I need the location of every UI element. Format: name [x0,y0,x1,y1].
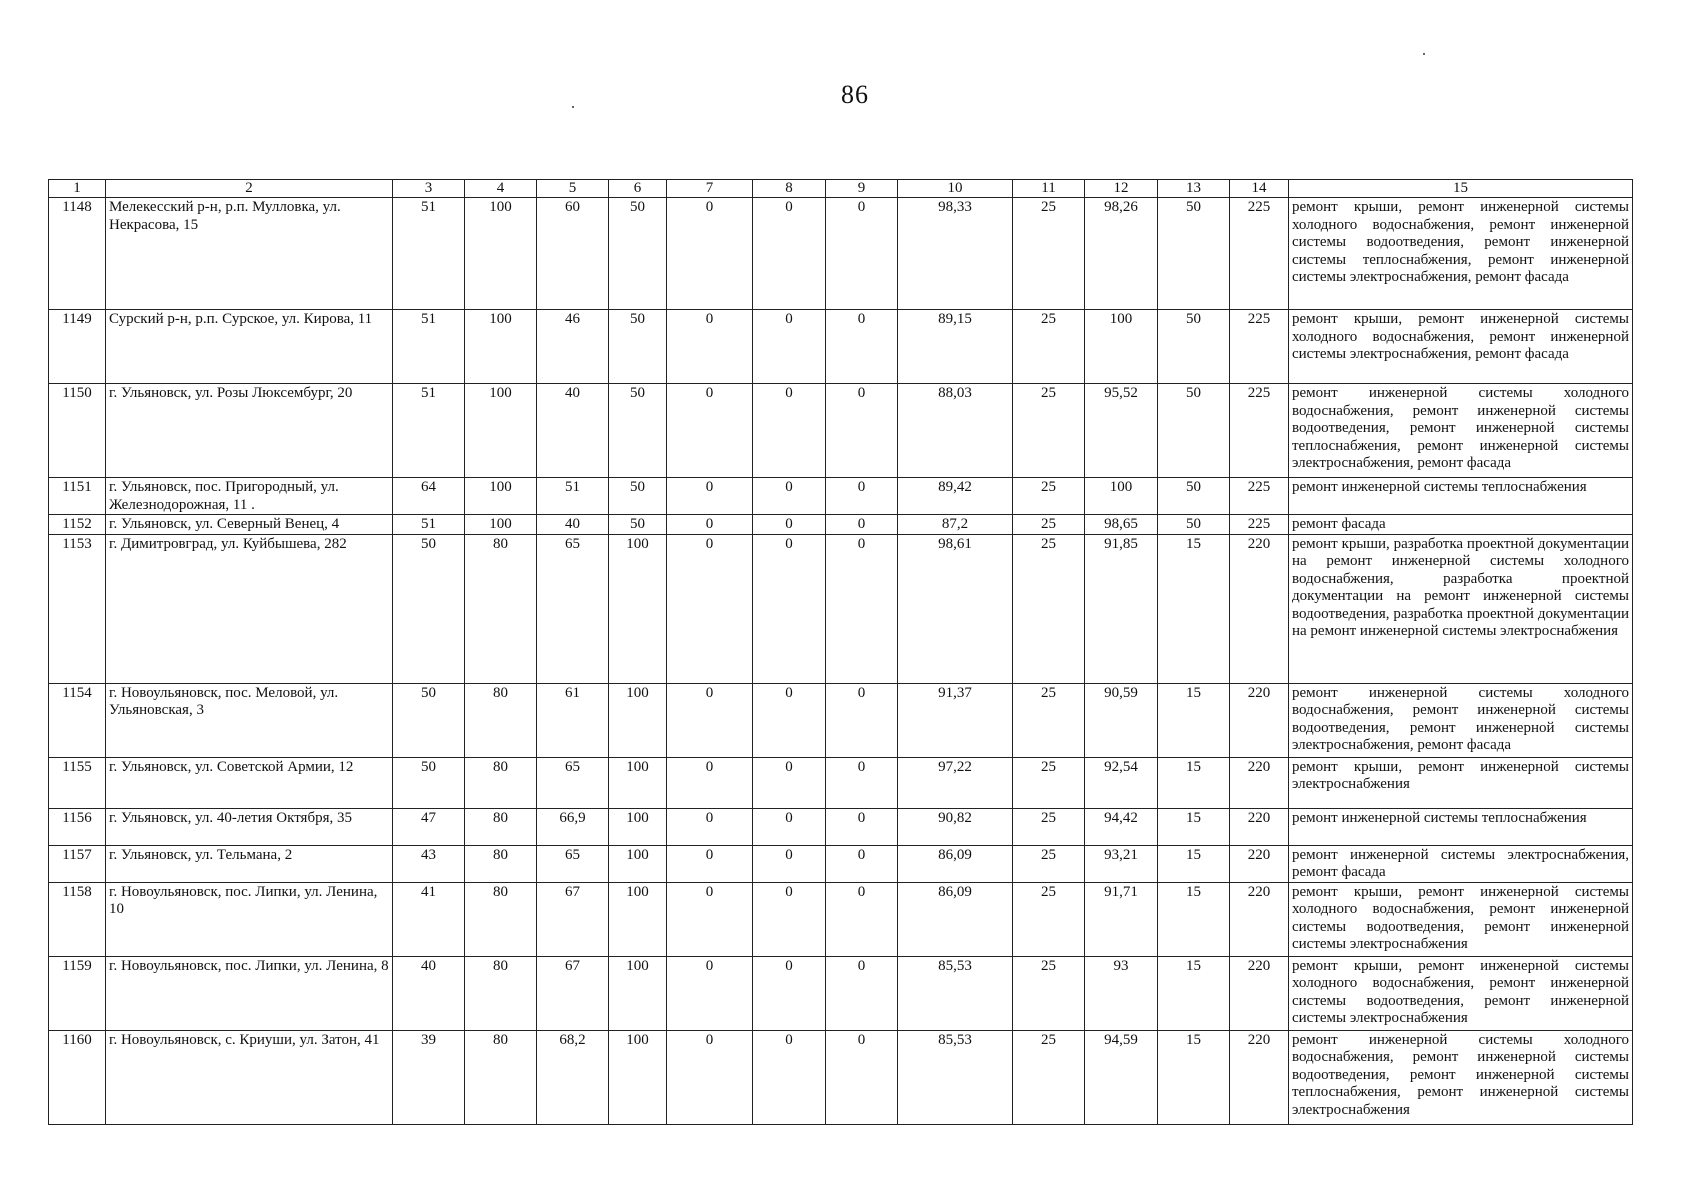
value-cell-c9: 0 [826,310,898,384]
row-number-cell: 1148 [49,198,106,310]
value-cell-c8: 0 [753,310,826,384]
value-cell-c5: 46 [537,310,609,384]
value-cell-c12: 100 [1085,478,1158,515]
value-cell-c14: 220 [1230,1030,1289,1124]
value-cell-c4: 80 [465,534,537,683]
value-cell-c13: 50 [1158,310,1230,384]
value-cell-c13: 50 [1158,478,1230,515]
value-cell-c5: 60 [537,198,609,310]
scan-speck [572,106,574,108]
works-description-cell: ремонт инженерной системы холодного водоснабжения, ремонт инженерной системы водоотведения, ремонт инженерной системы теплоснабжения, ремонт инженерной системы электроснабжения, ремонт фасада [1289,384,1633,478]
value-cell-c10: 91,37 [898,683,1013,757]
value-cell-c10: 89,15 [898,310,1013,384]
value-cell-c11: 25 [1013,683,1085,757]
value-cell-c9: 0 [826,384,898,478]
works-description-cell: ремонт крыши, ремонт инженерной системы холодного водоснабжения, ремонт инженерной системы электроснабжения, ремонт фасада [1289,310,1633,384]
value-cell-c10: 88,03 [898,384,1013,478]
value-cell-c9: 0 [826,198,898,310]
value-cell-c9: 0 [826,683,898,757]
value-cell-c7: 0 [667,478,753,515]
address-cell: г. Ульяновск, ул. Тельмана, 2 [106,845,393,882]
column-header: 9 [826,180,898,198]
column-header: 4 [465,180,537,198]
value-cell-c11: 25 [1013,757,1085,808]
column-header: 7 [667,180,753,198]
value-cell-c14: 225 [1230,384,1289,478]
value-cell-c7: 0 [667,882,753,956]
value-cell-c14: 225 [1230,198,1289,310]
address-cell: г. Новоульяновск, пос. Липки, ул. Ленина, 10 [106,882,393,956]
row-number-cell: 1159 [49,956,106,1030]
row-number-cell: 1160 [49,1030,106,1124]
value-cell-c11: 25 [1013,310,1085,384]
value-cell-c9: 0 [826,956,898,1030]
value-cell-c5: 51 [537,478,609,515]
value-cell-c11: 25 [1013,956,1085,1030]
value-cell-c7: 0 [667,1030,753,1124]
value-cell-c8: 0 [753,534,826,683]
value-cell-c12: 93 [1085,956,1158,1030]
value-cell-c12: 90,59 [1085,683,1158,757]
works-description-cell: ремонт инженерной системы теплоснабжения [1289,478,1633,515]
value-cell-c8: 0 [753,515,826,535]
value-cell-c7: 0 [667,515,753,535]
value-cell-c4: 80 [465,1030,537,1124]
value-cell-c8: 0 [753,683,826,757]
value-cell-c10: 98,33 [898,198,1013,310]
table-row [49,310,1633,384]
value-cell-c6: 100 [609,956,667,1030]
value-cell-c6: 100 [609,534,667,683]
address-cell: Мелекесский р-н, р.п. Мулловка, ул. Некрасова, 15 [106,198,393,310]
table-row [49,757,1633,808]
value-cell-c10: 86,09 [898,882,1013,956]
row-number-cell: 1155 [49,757,106,808]
value-cell-c9: 0 [826,515,898,535]
value-cell-c5: 66,9 [537,808,609,845]
value-cell-c4: 100 [465,310,537,384]
value-cell-c8: 0 [753,808,826,845]
value-cell-c12: 98,65 [1085,515,1158,535]
value-cell-c5: 67 [537,882,609,956]
value-cell-c13: 15 [1158,1030,1230,1124]
value-cell-c5: 61 [537,683,609,757]
value-cell-c3: 43 [393,845,465,882]
address-cell: г. Ульяновск, ул. Розы Люксембург, 20 [106,384,393,478]
value-cell-c3: 50 [393,683,465,757]
value-cell-c4: 80 [465,882,537,956]
value-cell-c9: 0 [826,808,898,845]
value-cell-c5: 40 [537,515,609,535]
value-cell-c8: 0 [753,198,826,310]
value-cell-c5: 65 [537,845,609,882]
value-cell-c12: 92,54 [1085,757,1158,808]
value-cell-c7: 0 [667,808,753,845]
value-cell-c3: 39 [393,1030,465,1124]
value-cell-c5: 68,2 [537,1030,609,1124]
row-number-cell: 1151 [49,478,106,515]
address-cell: г. Новоульяновск, пос. Липки, ул. Ленина, 8 [106,956,393,1030]
value-cell-c9: 0 [826,1030,898,1124]
value-cell-c6: 100 [609,882,667,956]
value-cell-c13: 15 [1158,808,1230,845]
value-cell-c3: 40 [393,956,465,1030]
value-cell-c12: 98,26 [1085,198,1158,310]
value-cell-c9: 0 [826,534,898,683]
address-cell: г. Ульяновск, ул. 40-летия Октября, 35 [106,808,393,845]
value-cell-c5: 67 [537,956,609,1030]
value-cell-c14: 220 [1230,757,1289,808]
value-cell-c13: 15 [1158,882,1230,956]
value-cell-c9: 0 [826,882,898,956]
value-cell-c10: 89,42 [898,478,1013,515]
works-description-cell: ремонт инженерной системы электроснабжения, ремонт фасада [1289,845,1633,882]
value-cell-c4: 80 [465,757,537,808]
value-cell-c7: 0 [667,310,753,384]
row-number-cell: 1157 [49,845,106,882]
address-cell: г. Новоульяновск, пос. Меловой, ул. Ульяновская, 3 [106,683,393,757]
value-cell-c3: 50 [393,757,465,808]
column-header: 13 [1158,180,1230,198]
column-header: 12 [1085,180,1158,198]
value-cell-c11: 25 [1013,808,1085,845]
table-row [49,808,1633,845]
works-description-cell: ремонт крыши, ремонт инженерной системы холодного водоснабжения, ремонт инженерной системы водоотведения, ремонт инженерной системы электроснабжения [1289,956,1633,1030]
value-cell-c6: 50 [609,478,667,515]
value-cell-c4: 80 [465,845,537,882]
value-cell-c10: 85,53 [898,1030,1013,1124]
value-cell-c8: 0 [753,956,826,1030]
table-row [49,515,1633,535]
value-cell-c7: 0 [667,534,753,683]
value-cell-c13: 15 [1158,757,1230,808]
table-row [49,683,1633,757]
row-number-cell: 1149 [49,310,106,384]
value-cell-c8: 0 [753,757,826,808]
value-cell-c10: 97,22 [898,757,1013,808]
value-cell-c10: 90,82 [898,808,1013,845]
value-cell-c10: 86,09 [898,845,1013,882]
value-cell-c14: 225 [1230,515,1289,535]
value-cell-c8: 0 [753,384,826,478]
value-cell-c5: 40 [537,384,609,478]
works-description-cell: ремонт крыши, ремонт инженерной системы холодного водоснабжения, ремонт инженерной системы водоотведения, ремонт инженерной системы электроснабжения [1289,882,1633,956]
value-cell-c8: 0 [753,882,826,956]
works-description-cell: ремонт крыши, ремонт инженерной системы электроснабжения [1289,757,1633,808]
column-header: 14 [1230,180,1289,198]
value-cell-c6: 100 [609,845,667,882]
page-number: 86 [841,80,869,109]
table-row [49,198,1633,310]
table-row [49,882,1633,956]
row-number-cell: 1156 [49,808,106,845]
value-cell-c13: 50 [1158,515,1230,535]
table-row [49,534,1633,683]
value-cell-c6: 100 [609,683,667,757]
column-header: 1 [49,180,106,198]
value-cell-c7: 0 [667,757,753,808]
value-cell-c13: 15 [1158,956,1230,1030]
column-header: 2 [106,180,393,198]
value-cell-c3: 51 [393,384,465,478]
value-cell-c12: 91,85 [1085,534,1158,683]
value-cell-c6: 100 [609,757,667,808]
value-cell-c6: 100 [609,808,667,845]
value-cell-c3: 41 [393,882,465,956]
value-cell-c6: 50 [609,384,667,478]
column-header: 3 [393,180,465,198]
value-cell-c12: 94,42 [1085,808,1158,845]
row-number-cell: 1154 [49,683,106,757]
scan-speck [1423,53,1425,55]
column-header: 8 [753,180,826,198]
value-cell-c7: 0 [667,845,753,882]
column-header: 11 [1013,180,1085,198]
value-cell-c8: 0 [753,1030,826,1124]
works-description-cell: ремонт крыши, разработка проектной документации на ремонт инженерной системы холодного водоснабжения, разработка проектной документации на ремонт инженерной системы водоотведения, разработка проектной документации на ремонт инженерной системы электроснабжения [1289,534,1633,683]
row-number-cell: 1152 [49,515,106,535]
row-number-cell: 1158 [49,882,106,956]
value-cell-c5: 65 [537,757,609,808]
value-cell-c14: 225 [1230,478,1289,515]
value-cell-c3: 50 [393,534,465,683]
value-cell-c5: 65 [537,534,609,683]
column-header: 6 [609,180,667,198]
value-cell-c7: 0 [667,198,753,310]
value-cell-c14: 220 [1230,882,1289,956]
works-description-cell: ремонт инженерной системы холодного водоснабжения, ремонт инженерной системы водоотведения, ремонт инженерной системы теплоснабжения, ремонт инженерной системы электроснабжения [1289,1030,1633,1124]
value-cell-c12: 100 [1085,310,1158,384]
address-cell: г. Новоульяновск, с. Криуши, ул. Затон, 41 [106,1030,393,1124]
address-cell: г. Ульяновск, ул. Советской Армии, 12 [106,757,393,808]
value-cell-c3: 47 [393,808,465,845]
value-cell-c3: 51 [393,310,465,384]
table-row [49,845,1633,882]
value-cell-c8: 0 [753,845,826,882]
value-cell-c11: 25 [1013,384,1085,478]
value-cell-c14: 220 [1230,683,1289,757]
value-cell-c4: 80 [465,808,537,845]
value-cell-c4: 80 [465,683,537,757]
value-cell-c10: 87,2 [898,515,1013,535]
value-cell-c3: 51 [393,198,465,310]
value-cell-c13: 50 [1158,198,1230,310]
value-cell-c3: 64 [393,478,465,515]
value-cell-c4: 80 [465,956,537,1030]
column-header: 15 [1289,180,1633,198]
value-cell-c13: 15 [1158,534,1230,683]
value-cell-c11: 25 [1013,198,1085,310]
value-cell-c14: 220 [1230,845,1289,882]
column-number-header [49,180,1633,198]
value-cell-c3: 51 [393,515,465,535]
row-number-cell: 1153 [49,534,106,683]
works-description-cell: ремонт крыши, ремонт инженерной системы холодного водоснабжения, ремонт инженерной системы водоотведения, ремонт инженерной системы теплоснабжения, ремонт инженерной системы электроснабжения, ремонт фасада [1289,198,1633,310]
value-cell-c10: 85,53 [898,956,1013,1030]
value-cell-c6: 100 [609,1030,667,1124]
value-cell-c10: 98,61 [898,534,1013,683]
value-cell-c14: 220 [1230,808,1289,845]
value-cell-c4: 100 [465,515,537,535]
table-row [49,956,1633,1030]
address-cell: г. Димитровград, ул. Куйбышева, 282 [106,534,393,683]
value-cell-c11: 25 [1013,882,1085,956]
table-row [49,384,1633,478]
value-cell-c12: 95,52 [1085,384,1158,478]
row-number-cell: 1150 [49,384,106,478]
address-cell: г. Ульяновск, ул. Северный Венец, 4 [106,515,393,535]
value-cell-c14: 220 [1230,534,1289,683]
table-row [49,1030,1633,1124]
value-cell-c4: 100 [465,384,537,478]
address-cell: Сурский р-н, р.п. Сурское, ул. Кирова, 11 [106,310,393,384]
value-cell-c11: 25 [1013,515,1085,535]
value-cell-c4: 100 [465,198,537,310]
value-cell-c11: 25 [1013,845,1085,882]
value-cell-c12: 93,21 [1085,845,1158,882]
works-description-cell: ремонт фасада [1289,515,1633,535]
value-cell-c12: 91,71 [1085,882,1158,956]
value-cell-c13: 15 [1158,845,1230,882]
value-cell-c9: 0 [826,478,898,515]
value-cell-c9: 0 [826,757,898,808]
value-cell-c4: 100 [465,478,537,515]
value-cell-c6: 50 [609,515,667,535]
value-cell-c13: 15 [1158,683,1230,757]
value-cell-c14: 225 [1230,310,1289,384]
value-cell-c7: 0 [667,384,753,478]
value-cell-c11: 25 [1013,478,1085,515]
value-cell-c9: 0 [826,845,898,882]
works-description-cell: ремонт инженерной системы холодного водоснабжения, ремонт инженерной системы водоотведения, ремонт инженерной системы электроснабжения, ремонт фасада [1289,683,1633,757]
value-cell-c14: 220 [1230,956,1289,1030]
address-cell: г. Ульяновск, пос. Пригородный, ул. Железнодорожная, 11 . [106,478,393,515]
value-cell-c12: 94,59 [1085,1030,1158,1124]
value-cell-c6: 50 [609,198,667,310]
column-header: 10 [898,180,1013,198]
value-cell-c6: 50 [609,310,667,384]
works-description-cell: ремонт инженерной системы теплоснабжения [1289,808,1633,845]
value-cell-c11: 25 [1013,534,1085,683]
register-table [48,179,1633,1125]
value-cell-c11: 25 [1013,1030,1085,1124]
value-cell-c8: 0 [753,478,826,515]
column-header: 5 [537,180,609,198]
table-row [49,478,1633,515]
value-cell-c7: 0 [667,683,753,757]
value-cell-c7: 0 [667,956,753,1030]
value-cell-c13: 50 [1158,384,1230,478]
